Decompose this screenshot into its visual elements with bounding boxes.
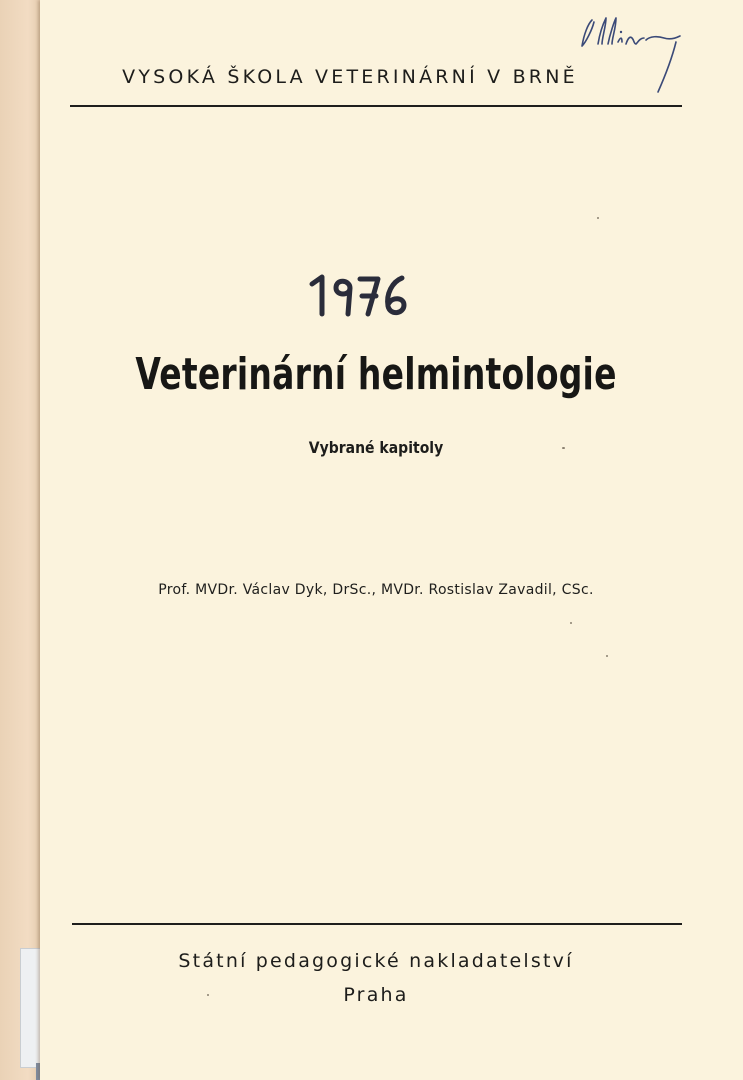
publisher-name: Státní pedagogické nakladatelství: [178, 950, 574, 972]
publisher-city: Praha: [343, 984, 409, 1006]
paper-speck: [570, 622, 572, 624]
paper-speck: [562, 447, 565, 449]
institution-name: VYSOKÁ ŠKOLA VETERINÁRNÍ V BRNĚ: [122, 66, 578, 88]
cover-edge: [0, 0, 40, 1080]
book-title: Veterinární helmintologie: [135, 348, 617, 400]
footer-divider: [72, 923, 682, 925]
header-divider: [70, 105, 682, 107]
handwritten-year: [306, 272, 416, 320]
paper-speck: [597, 217, 599, 219]
title-page: [40, 0, 743, 1080]
authors-line: Prof. MVDr. Václav Dyk, DrSc., MVDr. Rostislav Zavadil, CSc.: [158, 582, 594, 598]
paper-speck: [606, 655, 608, 657]
paper-speck: [207, 994, 209, 996]
book-subtitle: Vybrané kapitoly: [308, 439, 444, 458]
